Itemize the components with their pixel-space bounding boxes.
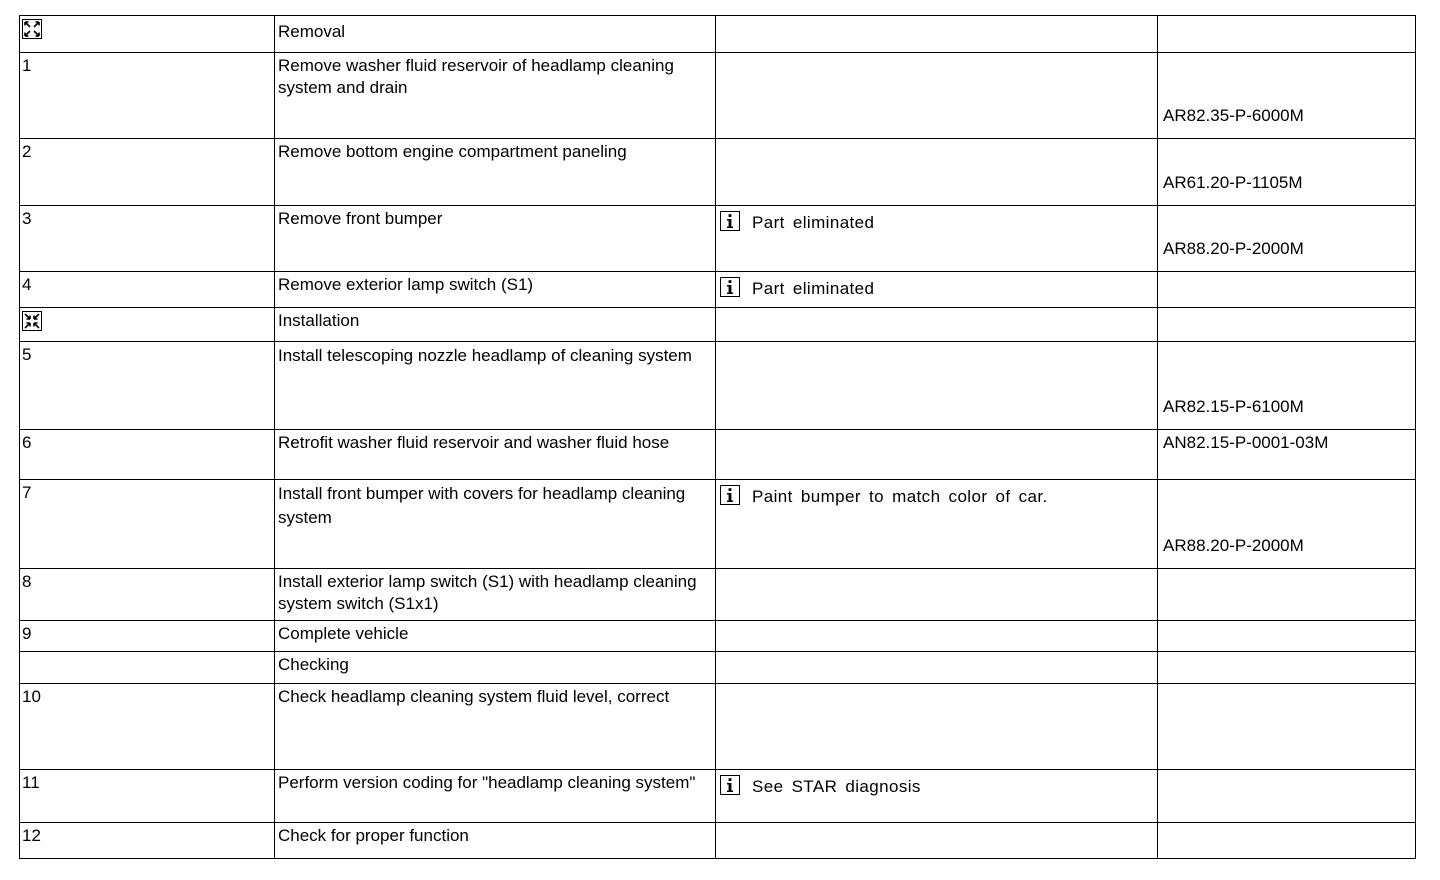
step-number: 1 (20, 53, 275, 139)
installation-icon (22, 311, 42, 331)
note-text: Paint bumper to match color of car. (752, 487, 1048, 506)
note-cell (716, 770, 1158, 823)
reference-cell (1158, 770, 1416, 823)
step-number: 8 (20, 569, 275, 621)
note-text: Part eliminated (752, 213, 875, 232)
table-row (20, 430, 1416, 480)
step-number (20, 652, 275, 684)
reference-cell (1158, 621, 1416, 652)
note-cell (716, 621, 1158, 652)
description-cell: Remove washer fluid reservoir of headlamp cleaning system and drain (275, 53, 716, 139)
info-icon[interactable] (720, 775, 740, 795)
description-cell: Check for proper function (275, 823, 716, 859)
description-cell: Install exterior lamp switch (S1) with headlamp cleaning system switch (S1x1) (275, 569, 716, 621)
description-cell: Retrofit washer fluid reservoir and washer fluid hose (275, 430, 716, 480)
description-cell: Install telescoping nozzle headlamp of cleaning system (275, 342, 716, 430)
table-row (20, 139, 1416, 206)
reference-cell (1158, 569, 1416, 621)
note-cell (716, 53, 1158, 139)
table-row (20, 621, 1416, 652)
info-icon[interactable] (720, 485, 740, 505)
info-icon[interactable] (720, 211, 740, 231)
table-row (20, 823, 1416, 859)
step-number: 3 (20, 206, 275, 272)
reference-cell (1158, 53, 1416, 139)
step-cell (20, 308, 275, 342)
reference-cell (1158, 308, 1416, 342)
info-icon[interactable] (720, 277, 740, 297)
note-cell (716, 430, 1158, 480)
table-row (20, 308, 1416, 342)
reference-link[interactable]: AR88.20-P-2000M (1163, 536, 1304, 555)
reference-cell (1158, 823, 1416, 859)
table-row (20, 206, 1416, 272)
note-text: See STAR diagnosis (752, 777, 921, 796)
reference-link[interactable]: AR61.20-P-1105M (1163, 173, 1303, 192)
step-number: 11 (20, 770, 275, 823)
step-number: 7 (20, 480, 275, 569)
note-cell (716, 342, 1158, 430)
note-text: Part eliminated (752, 279, 875, 298)
table-row (20, 770, 1416, 823)
description-cell: Remove front bumper (275, 206, 716, 272)
note-cell (716, 16, 1158, 53)
table-row (20, 53, 1416, 139)
table-row (20, 684, 1416, 770)
reference-link[interactable]: AR88.20-P-2000M (1163, 239, 1304, 258)
note-cell (716, 480, 1158, 569)
step-number: 10 (20, 684, 275, 770)
note-cell (716, 652, 1158, 684)
note-cell (716, 308, 1158, 342)
description-cell: Removal (275, 16, 716, 53)
note-cell (716, 139, 1158, 206)
table-row (20, 342, 1416, 430)
description-cell: Check headlamp cleaning system fluid level, correct (275, 684, 716, 770)
step-cell (20, 16, 275, 53)
reference-cell (1158, 342, 1416, 430)
reference-cell (1158, 684, 1416, 770)
description-cell: Checking (275, 652, 716, 684)
step-number: 4 (20, 272, 275, 308)
procedure-table (19, 15, 1416, 859)
reference-cell (1158, 652, 1416, 684)
step-number: 12 (20, 823, 275, 859)
step-number: 9 (20, 621, 275, 652)
reference-cell (1158, 480, 1416, 569)
table-row (20, 16, 1416, 53)
step-number: 5 (20, 342, 275, 430)
reference-cell (1158, 139, 1416, 206)
reference-link[interactable]: AN82.15-P-0001-03M (1163, 433, 1329, 452)
note-cell (716, 569, 1158, 621)
note-cell (716, 684, 1158, 770)
reference-cell (1158, 206, 1416, 272)
reference-link[interactable]: AR82.15-P-6100M (1163, 397, 1304, 416)
table-row (20, 652, 1416, 684)
note-cell (716, 272, 1158, 308)
description-cell: Install front bumper with covers for headlamp cleaning system (275, 480, 716, 569)
description-cell: Installation (275, 308, 716, 342)
note-cell (716, 823, 1158, 859)
removal-icon (22, 19, 42, 39)
reference-cell (1158, 430, 1416, 480)
note-cell (716, 206, 1158, 272)
step-number: 6 (20, 430, 275, 480)
step-number: 2 (20, 139, 275, 206)
reference-link[interactable]: AR82.35-P-6000M (1163, 106, 1304, 125)
table-row (20, 272, 1416, 308)
description-cell: Remove exterior lamp switch (S1) (275, 272, 716, 308)
description-cell: Complete vehicle (275, 621, 716, 652)
description-cell: Remove bottom engine compartment paneling (275, 139, 716, 206)
reference-cell (1158, 16, 1416, 53)
reference-cell (1158, 272, 1416, 308)
table-row (20, 480, 1416, 569)
table-row (20, 569, 1416, 621)
description-cell: Perform version coding for "headlamp cleaning system" (275, 770, 716, 823)
